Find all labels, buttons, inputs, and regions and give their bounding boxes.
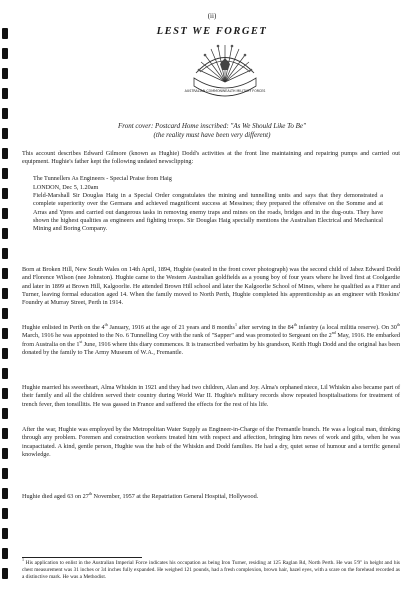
- binding-hole: [2, 528, 8, 539]
- intro-paragraph: This account describes Edward Gilmore (known as Hughie) Dodd's activities at the front line maintaining and repairing pumps and carried out equipment. Hughie's father kept the following undated newsclipping:: [22, 150, 400, 166]
- binding-hole: [2, 228, 8, 239]
- footnote-number: 1: [22, 557, 24, 563]
- paragraph-family: Hughie married his sweetheart, Alma Whiskin in 1921 and they had two children, Alan and Joy. Alma's orphaned niece, Lil Whiskin also became part of their family and all the children served their country during World War II. Hughie's military records show repeated hospitalisations for treatment of trench fever, then tonsillitis. He was gassed in France and suffered the effects for the rest of his life.: [22, 384, 400, 408]
- binding-hole: [2, 288, 8, 299]
- binding-hole: [2, 128, 8, 139]
- binding-hole: [2, 88, 8, 99]
- binding-hole: [2, 308, 8, 319]
- page-number: (ii): [207, 12, 217, 20]
- binding-hole: [2, 108, 8, 119]
- binding-hole: [2, 408, 8, 419]
- binding-hole: [2, 268, 8, 279]
- binding-hole: [2, 388, 8, 399]
- news-body: Field-Marshall Sir Douglas Haig in a Special Order congratulates the mining and tunnelling units and says that they demonstrated a complete superiority over the Germans and achieved magnificent success at Messines; they prepared the offensive on the Somme and at Arras and Ypres and carried out dangerous tasks in removing enemy traps and mines on the roads, bridges and in the dug-outs. They have shown the highest qualities as engineers and fighting troops. Sir Douglas Haig specially mentions the Australian Electrical and Mechanical Mining and Boring Company.: [33, 192, 383, 233]
- news-dateline: LONDON, Dec 5, 1.20am: [33, 183, 99, 191]
- rising-sun-badge-icon: [184, 42, 266, 110]
- binding-hole: [2, 68, 8, 79]
- paragraph-enlistment: Hughie enlisted in Perth on the 4th January, 1916 at the age of 21 years and 8 months$^1$ after serving in the 84th infantry (a local militia reserve). On 30th March, 1916 he was appointed to the No. 6 Tunnelling Coy with the rank of "Sapper" and was promoted to Sergeant on the 2nd May, 1916. He embarked from Australia on the 1st June, 1916 where this diary commences. It is transcribed verbatim by his grandson, Keith Hugh Dodd and the original has been donated by the family to The Army Museum of W.A., Fremantle.: [22, 321, 400, 356]
- binding-hole: [2, 188, 8, 199]
- binding-hole: [2, 548, 8, 559]
- binding-hole: [2, 468, 8, 479]
- binding-hole: [2, 488, 8, 499]
- document-page: [22, 0, 402, 600]
- caption-line-2: (the reality must have been very different): [153, 131, 271, 139]
- binding-hole: [2, 48, 8, 59]
- binding-hole: [2, 28, 8, 39]
- footnote-divider: [22, 557, 142, 558]
- binding-hole: [2, 448, 8, 459]
- binding-hole: [2, 168, 8, 179]
- binding-hole: [2, 348, 8, 359]
- caption-line-1: Front cover: Postcard Home inscribed: "As We Should Like To Be": [118, 122, 306, 130]
- binding-edge: [0, 0, 12, 600]
- footnote-ref: 1: [234, 321, 237, 327]
- binding-hole: [2, 508, 8, 519]
- binding-hole: [2, 208, 8, 219]
- binding-hole: [2, 148, 8, 159]
- badge-scroll-text: AUSTRALIAN COMMONWEALTH MILITARY FORCES: [184, 89, 266, 93]
- footnote: [22, 557, 400, 582]
- news-headline: The Tunnellers As Engineers - Special Praise from Haig: [33, 175, 172, 182]
- cover-caption: [22, 122, 402, 140]
- footnote-text: His application to enlist in the Australian Imperial Force indicates his occupation as being Iron Turner, residing at 125 Raglan Rd, North Perth. He was 5'9" in height and his chest measurement was 31 inches or 34 inches fully expanded. He weighed 121 pounds, had a fresh complexion, brown hair, hazel eyes, with a scare on the forehead recorded as a distinctive mark. He was a Methodist.: [22, 560, 400, 581]
- binding-hole: [2, 568, 8, 579]
- page-title: LEST WE FORGET: [156, 26, 268, 37]
- binding-hole: [2, 328, 8, 339]
- binding-hole: [2, 428, 8, 439]
- paragraph-death: Hughie died aged 63 on 27th November, 1957 at the Repatriation General Hospital, Hollywood.: [22, 490, 259, 500]
- binding-hole: [2, 248, 8, 259]
- binding-hole: [2, 368, 8, 379]
- paragraph-postwar: After the war, Hughie was employed by the Metropolitan Water Supply as Engineer-in-Charge of the Fremantle branch. He was a logical man, thinking through any problem. Foremen and construction workers treated him with respect and affection, bringing him news of work and gifts, when he was incapacitated. A kind, gentle person, Hughie was the hub of the Whiskin and Dodd families. He had a dry, quiet sense of humour and a terrific general knowledge.: [22, 426, 400, 458]
- paragraph-birth: Born at Broken Hill, New South Wales on 14th April, 1894, Hughie (seated in the front cover photograph) was the second child of Jabez Edward Dodd and Florence Wilson (nee Johnston). Hughie came to the Western Australian goldfields as a young boy of four years where he lived first at Coolgardie and later in 1899 at Brown Hill, Kalgoorlie. He attended Brown Hill school and later the Kalgoorlie School of Mines, where he qualified as a Fitter and Turner, leaving formal education aged 14. When the family moved to North Perth, Hughie completed his apprenticeship as an engineer with Hoskins' Foundry at Murray Street, Perth in 1914.: [22, 266, 400, 307]
